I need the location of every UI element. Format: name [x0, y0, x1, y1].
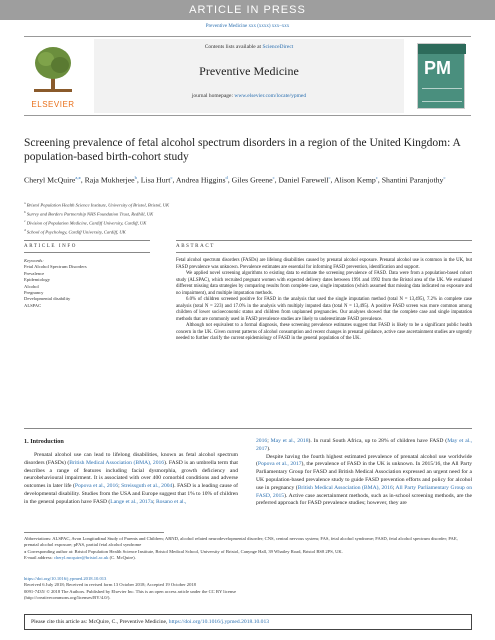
email-suffix: (C. McQuire). [108, 555, 136, 561]
cite-this-article-box [24, 614, 472, 630]
keywords-heading: Keywords: [24, 258, 44, 263]
body-text: Despite having the fourth highest estimated prevalence of prenatal alcohol use worldwide ( [256, 453, 472, 468]
affiliation-line [24, 200, 464, 209]
keywords-list [24, 264, 144, 309]
abbreviations-footnote: Abbreviations: ALSPAC, Avon Longitudinal Study of Parents and Children; ARND, alcohol related neurodevelopmental disorder; CNS, central nervous system; FAS, fetal alcohol syndrome; FASD, fetal alcohol spectrum disorder; PAE, prenatal alcohol exposure; pFAS, partial fetal alcohol syndrome [24, 536, 458, 548]
author-separator: , [274, 175, 279, 185]
author-affiliation-marker[interactable]: a,⁎ [75, 175, 81, 180]
journal-title: Preventive Medicine [199, 64, 299, 78]
article-title: Screening prevalence of fetal alcohol spectrum disorders in a region of the United Kingdom: A population-based birth-cohort study [24, 137, 461, 163]
author-affiliation-marker[interactable]: b [134, 175, 137, 180]
keyword-item: Epidemiology [24, 277, 51, 283]
affiliation-marker: b [24, 210, 26, 215]
author-list [24, 172, 464, 186]
body-text: ; [118, 483, 122, 490]
cover-lines [422, 88, 462, 102]
abstract-rule-bottom [176, 252, 472, 253]
doi-link[interactable]: https://doi.org/10.1016/j.ypmed.2018.10.013 [24, 576, 107, 581]
abstract-label: ABSTRACT [176, 244, 215, 249]
journal-citation-top[interactable]: Preventive Medicine xxx (xxxx) xxx–xxx [205, 24, 290, 29]
intro-paragraph [256, 454, 472, 509]
introduction-right-column [256, 438, 472, 508]
body-text: ). FASD is an umbrella term that describes a range of features including facial dysmorphia, growth deficiency and neurobehavioural impairment. It is associated with over 400 comorbid conditions and adverse outcomes in later life ( [24, 459, 238, 490]
article-footer-meta [24, 576, 472, 602]
author-name[interactable]: Raja Mukherjee [84, 175, 135, 185]
affiliation-text: Bristol Population Health Science Institute, University of Bristol, Bristol, UK [25, 202, 170, 208]
contents-line [94, 44, 404, 50]
article-in-press-banner: ARTICLE IN PRESS [0, 0, 495, 20]
elsevier-wordmark: ELSEVIER [31, 100, 75, 109]
author-name[interactable]: Daniel Farewell [278, 175, 329, 185]
footnotes [24, 536, 472, 562]
author-separator: , [377, 175, 382, 185]
elsevier-tree-icon [32, 45, 74, 93]
affiliation-text: Division of Population Medicine, Cardiff University, Cardiff, UK [25, 220, 147, 226]
body-text: ; [392, 484, 396, 491]
license-line: 0091-7435/ © 2018 The Authors. Published by Elsevier Inc. This is an open access article under the CC BY license [24, 588, 236, 594]
author-separator: , [172, 175, 176, 185]
email-prefix: E-mail address: [24, 555, 54, 561]
keyword-item: ALSPAC [24, 302, 42, 308]
body-text: ). In rural South Africa, up to 28% of children have FASD ( [308, 438, 448, 444]
introduction-heading: 1. Introduction [24, 438, 64, 445]
abstract-paragraph: We applied novel screening algorithms to existing data to estimate the screening prevalence of FASD. Data were from a population-based cohort study (ALSPAC), which recruited pregnant women with expected delivery dates between 1991 and 1992 from the Bristol area of the UK. We evaluated different missing data strategies by comparing results from complete case, single imputation (which assumed that missing data indicated no exposure and no impairment), and multiple imputation methods. [176, 271, 472, 296]
abstract-end-rule [24, 428, 472, 429]
citation-link[interactable]: All Party Parliamentary Group on FASD, 2015 [256, 484, 473, 499]
article-info-rule-bottom [24, 252, 150, 253]
affiliation-list [24, 200, 464, 237]
abstract-paragraph: Fetal alcohol spectrum disorders (FASDs) are lifelong disabilities caused by prenatal alcohol exposure. Prenatal alcohol use is common in the UK, but FASD prevalence was unknown. Prevalence estimates are essential for informing FASD prevention, identification and support. [176, 258, 472, 270]
citation-link[interactable]: Popova et al., 2016 [74, 483, 119, 490]
author-affiliation-marker[interactable]: c [272, 175, 275, 180]
article-info-rule [24, 240, 150, 241]
affiliation-text: Surrey and Borders Partnership NHS Foundation Trust, Redhill, UK [25, 211, 154, 217]
author-affiliation-marker[interactable]: d [225, 175, 228, 180]
affiliation-line [24, 218, 464, 227]
elsevier-logo[interactable] [24, 43, 82, 109]
cover-top-bar [418, 44, 466, 54]
author-name[interactable]: Cheryl McQuire [24, 175, 76, 185]
citation-link[interactable]: 2016 [256, 438, 268, 444]
author-affiliation-marker[interactable]: c [328, 175, 331, 180]
email-footnote [24, 555, 472, 561]
homepage-line [94, 93, 404, 99]
sciencedirect-link[interactable]: ScienceDirect [262, 44, 294, 50]
author-name[interactable]: Alison Kemp [333, 175, 376, 185]
contents-prefix: Contents lists available at [204, 44, 263, 50]
abstract-paragraph: Although not equivalent to a formal diagnosis, these screening prevalence estimates suggest that FASD is likely to be a significant public health concern in the UK. Given current patterns of alcohol consumption and recent changes in prenatal guidance, active case ascertainment studies are urgently needed to further clarify the current epidemiology of FASD in the general population of the UK. [176, 323, 472, 341]
body-text: ). [267, 445, 271, 452]
keyword-item: Prevalence [24, 270, 45, 276]
author-name[interactable]: Andrea Higgins [175, 175, 226, 185]
author-separator: , [80, 175, 85, 185]
author-affiliation-marker[interactable]: c [375, 175, 378, 180]
affiliation-line [24, 227, 464, 236]
journal-cover-icon[interactable] [417, 43, 465, 109]
citation-link[interactable]: British Medical Association (BMA), 2016 [69, 459, 165, 466]
body-text: ; [153, 498, 156, 505]
body-text: Prenatal alcohol use can lead to lifelong disabilities, known as fetal alcohol spectrum disorders (FASDs) ( [24, 452, 238, 466]
author-name[interactable]: Giles Greene [231, 175, 273, 185]
email-link[interactable]: cheryl.mcquire@bristol.ac.uk [53, 555, 109, 561]
author-affiliation-marker[interactable]: c [443, 175, 446, 180]
journal-header [24, 36, 471, 116]
author-separator: , [330, 175, 334, 185]
affiliation-marker: d [24, 228, 26, 233]
keyword-item: Fetal Alcohol Spectrum Disorders [24, 264, 87, 270]
affiliation-marker: a [24, 201, 26, 205]
citation-link[interactable]: Streissguth et al., 2004 [121, 483, 173, 490]
journal-masthead [94, 39, 404, 113]
affiliation-marker: c [24, 219, 26, 224]
affiliation-line [24, 209, 464, 218]
body-text: ). Active case ascertainment methods, such as in-school screening methods, are the preferred approach for FASD prevalence studies; however, they are [256, 492, 472, 507]
citation-link[interactable]: Popova et al., 2017 [257, 461, 302, 468]
homepage-prefix: journal homepage: [191, 93, 235, 99]
author-separator: , [227, 175, 232, 185]
keyword-item: Alcohol [24, 283, 39, 289]
received-dates: Received 6 July 2018; Received in revised form 13 October 2018; Accepted 19 October 2018 [24, 582, 196, 588]
citation-link[interactable]: Lange et al., 2017a [110, 498, 153, 505]
cover-monogram: PM [424, 58, 451, 78]
body-text: ), the prevalence of FASD in the UK is unknown. In 2015/16, the All Party Parliamentary Group for FASD and British Medical Association expressed an urgent need for a UK population-based prevalence study to guide FASD prevention efforts and policy for alcohol use in pregnancy ( [256, 461, 472, 491]
cite-prefix: Please cite this article as: McQuire, C., Preventive Medicine, [31, 619, 169, 625]
footnote-rule [24, 532, 164, 533]
citation-link[interactable]: Rosano et al., [155, 498, 187, 505]
intro-paragraph [256, 438, 472, 452]
article-info-label: ARTICLE INFO [24, 244, 77, 249]
author-name[interactable]: Shantini Paranjothy [381, 175, 444, 185]
body-text: ; [267, 438, 271, 444]
abstract-rule [176, 240, 472, 241]
body-text: ). FASD is a leading cause of developmental disability. Studies from the USA and Europe suggest that 1% to 10% of children in the general population have FASD ( [24, 483, 238, 505]
citation-link[interactable]: May et al., 2017 [256, 438, 473, 452]
author-separator: , [136, 175, 141, 185]
journal-homepage-link[interactable]: www.elsevier.com/locate/ypmed [234, 93, 307, 99]
author-name[interactable]: Lisa Hurt [140, 175, 171, 185]
introduction-left-column [24, 452, 238, 507]
abstract-body [176, 258, 472, 343]
keyword-item: Developmental disability [24, 296, 71, 302]
cite-doi-link[interactable]: https://doi.org/10.1016/j.ypmed.2018.10.013 [168, 619, 270, 625]
keyword-item: Pregnancy [24, 290, 44, 296]
abstract-paragraph: 6.0% of children screened positive for FASD in the analysis that used the single imputation method (total N = 13,495), 7.2% in complete case analysis (total N = 223) and 17.0% in the analysis with multiply imputed data (total N = 13,495). A positive FASD screen was more common among children of lower socioeconomic status and children from unplanned pregnancies. Our analyses showed that the complete case and single imputation methods that are commonly used in FASD prevalence studies are likely to underestimate FASD prevalence. [176, 297, 472, 322]
keywords-block [24, 258, 144, 309]
affiliation-text: School of Psychology, Cardiff University, Cardiff, UK [25, 229, 126, 235]
author-affiliation-marker[interactable]: c [170, 175, 173, 180]
citation-link[interactable]: British Medical Association (BMA), 2016 [297, 484, 393, 491]
corresponding-author-footnote: ⁎ Corresponding author at: Bristol Population Health Science Institute, Bristol Medical School, University of Bristol, Canynge Hall, 39 Whatley Road, Bristol BS8 2PS, UK. [24, 548, 343, 554]
license-url[interactable]: (http://creativecommons.org/licenses/BY/4.0/). [24, 595, 111, 601]
citation-link[interactable]: May et al., 2018 [270, 438, 309, 444]
